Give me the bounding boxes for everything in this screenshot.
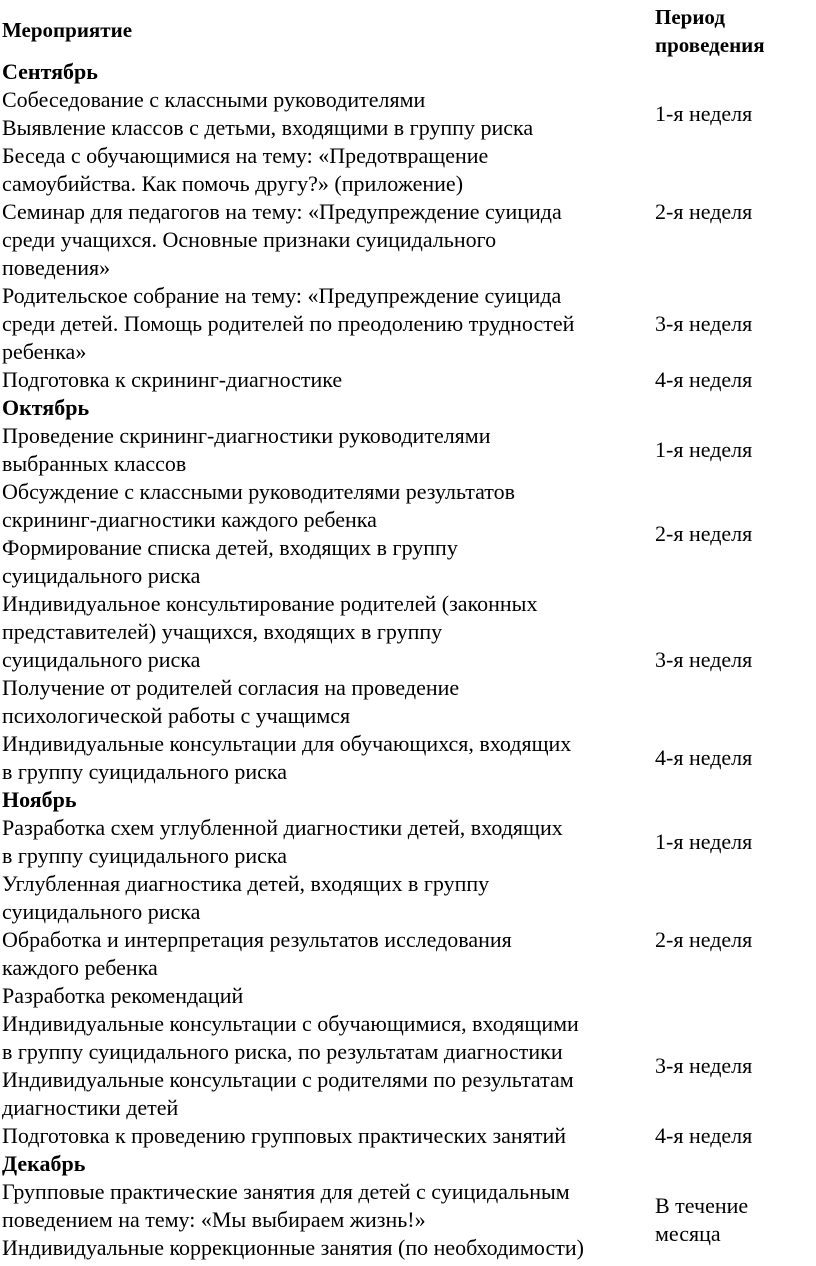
event-line: Беседа с обучающимися на тему: «Предотвращение (2, 143, 489, 168)
event-line: суицидального риска (2, 563, 201, 588)
event-line: среди учащихся. Основные признаки суицидального (2, 227, 497, 252)
event-line: Углубленная диагностика детей, входящих в группу (2, 871, 490, 896)
event-line: суицидального риска (2, 647, 201, 672)
event-line: Собеседование с классными руководителями (2, 87, 426, 112)
event-line: Обсуждение с классными руководителями результатов (2, 479, 515, 504)
column-header-period-line2: проведения (655, 33, 765, 57)
event-line: каждого ребенка (2, 955, 158, 980)
event-line: Подготовка к скрининг-диагностике (2, 367, 343, 392)
month-heading-november: Ноябрь (2, 787, 77, 812)
event-line: представителей) учащихся, входящих в группу (2, 619, 443, 644)
period-cell: 4-я неделя (655, 367, 753, 392)
event-line: поведения» (2, 255, 111, 280)
period-cell: 3-я неделя (655, 647, 753, 672)
period-cell: 2-я неделя (655, 521, 753, 546)
event-line: в группу суицидального риска (2, 759, 288, 784)
event-line: в группу суицидального риска (2, 843, 288, 868)
event-line: Индивидуальные консультации с родителями по результатам (2, 1067, 574, 1092)
period-cell: 4-я неделя (655, 745, 753, 770)
period-cell: 3-я неделя (655, 1053, 753, 1078)
month-heading-december: Декабрь (2, 1151, 86, 1176)
event-line: Индивидуальные консультации с обучающимися, входящими (2, 1011, 579, 1036)
event-line: Выявление классов с детьми, входящими в группу риска (2, 115, 534, 140)
event-line: Семинар для педагогов на тему: «Предупреждение суицида (2, 199, 562, 224)
event-line: скрининг-диагностики каждого ребенка (2, 507, 377, 532)
event-line: суицидального риска (2, 899, 201, 924)
event-line: Групповые практические занятия для детей с суицидальным (2, 1179, 570, 1204)
event-line: самоубийства. Как помочь другу?» (приложение) (2, 171, 464, 196)
event-line: Индивидуальные коррекционные занятия (по необходимости) (2, 1235, 584, 1260)
period-cell: 1-я неделя (655, 101, 753, 126)
period-cell: 1-я неделя (655, 437, 753, 462)
event-line: Индивидуальное консультирование родителей (законных (2, 591, 538, 616)
period-cell-line1: В течение (655, 1193, 749, 1218)
column-header-event: Мероприятие (2, 18, 133, 42)
period-cell: 4-я неделя (655, 1123, 753, 1148)
event-line: Формирование списка детей, входящих в группу (2, 535, 458, 560)
event-line: ребенка» (2, 339, 87, 364)
month-heading-september: Сентябрь (2, 59, 98, 84)
event-line: Индивидуальные консультации для обучающихся, входящих (2, 731, 572, 756)
event-line: Обработка и интерпретация результатов исследования (2, 927, 512, 952)
period-cell: 2-я неделя (655, 927, 753, 952)
event-line: среди детей. Помощь родителей по преодолению трудностей (2, 311, 575, 336)
column-header-period-line1: Период (655, 5, 725, 29)
event-line: в группу суицидального риска, по результатам диагностики (2, 1039, 563, 1064)
event-line: диагностики детей (2, 1095, 179, 1120)
month-heading-october: Октябрь (2, 395, 90, 420)
period-cell-line2: месяца (655, 1221, 721, 1246)
event-line: Получение от родителей согласия на проведение (2, 675, 460, 700)
event-line: психологической работы с учащимся (2, 703, 351, 728)
event-line: выбранных классов (2, 451, 187, 476)
event-line: Разработка схем углубленной диагностики детей, входящих (2, 815, 563, 840)
period-cell: 2-я неделя (655, 199, 753, 224)
event-line: Родительское собрание на тему: «Предупреждение суицида (2, 283, 562, 308)
period-cell: 3-я неделя (655, 311, 753, 336)
period-cell: 1-я неделя (655, 829, 753, 854)
event-line: Проведение скрининг-диагностики руководителями (2, 423, 491, 448)
event-line: Подготовка к проведению групповых практических занятий (2, 1123, 566, 1148)
event-line: поведением на тему: «Мы выбираем жизнь!» (2, 1207, 426, 1232)
event-line: Разработка рекомендаций (2, 983, 244, 1008)
